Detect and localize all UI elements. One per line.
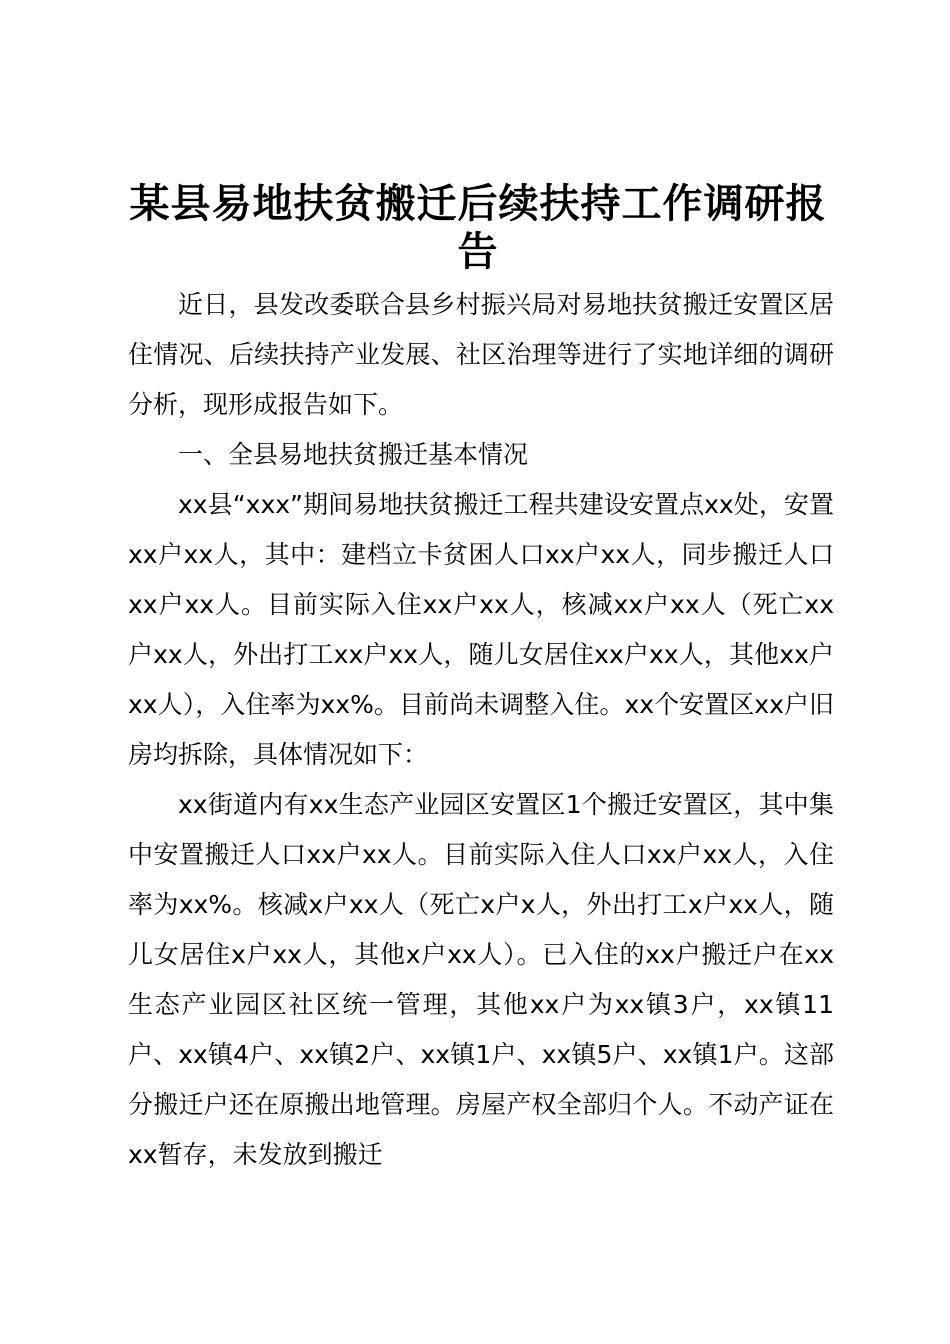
paragraph-street-resettlement: xx街道内有xx生态产业园区安置区1个搬迁安置区，其中集中安置搬迁人口xx户xx人。目前实际入住人口xx户xx人，入住率为xx%。核减x户xx人（死亡x户x人，外出打工x户xx人，随儿女居住x户xx人，其他x户xx人）。已入住的xx户搬迁户在xx生态产业园区社区统一管理，其他xx户为xx镇3户，xx镇11户、xx镇4户、xx镇2户、xx镇1户、xx镇5户、xx镇1户。这部分搬迁户还在原搬出地管理。房屋产权全部归个人。不动产证在xx暂存，未发放到搬迁 — [128, 790, 834, 1169]
paragraph-county-overview: xx县“xxx”期间易地扶贫搬迁工程共建设安置点xx处，安置xx户xx人，其中：建档立卡贫困人口xx户xx人，同步搬迁人口xx户xx人。目前实际入住xx户xx人，核减xx户xx人（死亡xx户xx人，外出打工xx户xx人，随儿女居住xx户xx人，其他xx户xx人），入住率为xx%。目前尚未调整入住。xx个安置区xx户旧房均拆除，具体情况如下： — [128, 490, 834, 769]
paragraph-intro: 近日，县发改委联合县乡村振兴局对易地扶贫搬迁安置区居住情况、后续扶持产业发展、社区治理等进行了实地详细的调研分析，现形成报告如下。 — [128, 290, 834, 419]
document-body — [128, 280, 834, 1180]
section-heading-basic-situation: 一、全县易地扶贫搬迁基本情况 — [178, 440, 529, 469]
document-title: 某县易地扶贫搬迁后续扶持工作调研报告 — [129, 180, 827, 275]
